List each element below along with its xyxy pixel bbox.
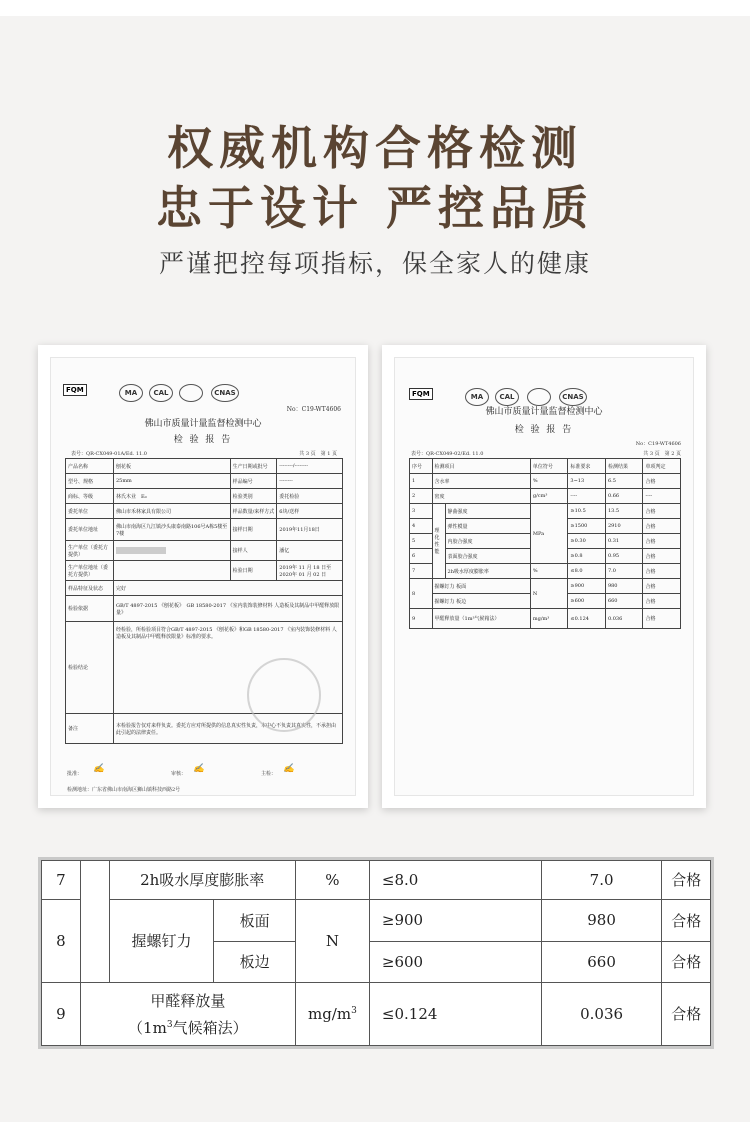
header-cell: 标准要求 — [568, 459, 606, 474]
cell: 5 — [410, 534, 433, 549]
cal-mark-icon: CAL — [495, 388, 519, 406]
cell: 弹性模量 — [445, 519, 530, 534]
cell: 13.5 — [605, 504, 643, 519]
signature-approve: ✍ — [93, 764, 105, 774]
cell: 2 — [410, 489, 433, 504]
subtitle: 严谨把控每项指标，保全家人的健康 — [158, 249, 591, 278]
cell: 2910 — [605, 519, 643, 534]
table-row — [66, 459, 343, 474]
cell: 佛山市南海区九江镇沙头康泰南路106号A栋5楼至7楼 — [113, 519, 230, 541]
cell: 25mm — [113, 474, 230, 489]
report-page-2[interactable] — [382, 345, 706, 808]
table-row — [410, 489, 681, 504]
verdict: 合格 — [662, 899, 711, 941]
cell: 潘亿 — [277, 541, 343, 561]
cell: 刨花板 — [113, 459, 230, 474]
table-row — [66, 474, 343, 489]
unit: N — [295, 899, 369, 982]
header-cell: 检测项目 — [432, 459, 530, 474]
table-row — [410, 564, 681, 579]
table-header-row — [410, 459, 681, 474]
cell: -------- — [277, 474, 343, 489]
cell: 样品编号 — [230, 474, 277, 489]
cell: 委托检验 — [277, 489, 343, 504]
cell: g/cm³ — [530, 489, 568, 504]
cell: 6.5 — [605, 474, 643, 489]
unit-text: mg/m — [307, 1004, 352, 1023]
header-cell: 序号 — [410, 459, 433, 474]
address: 检测地址：广东省佛山市南海区狮山镇科技西路2号 — [67, 787, 181, 793]
cell: 林氏木业 E₀ — [113, 489, 230, 504]
header-cell: 检测结果 — [605, 459, 643, 474]
cnas-mark-icon: CNAS — [559, 388, 587, 406]
signature-inspect: ✍ — [283, 764, 295, 774]
cell: 接样人 — [230, 541, 277, 561]
cell: 6 — [410, 549, 433, 564]
inspection-stamp — [247, 658, 321, 732]
sign-label-review: 审核： — [171, 771, 187, 777]
cell: ---- — [568, 489, 606, 504]
cell: 0.66 — [605, 489, 643, 504]
verdict: 合格 — [662, 861, 711, 900]
cell: ≥10.5 — [568, 504, 606, 519]
cell: 660 — [605, 594, 643, 609]
cell: ≤8.0 — [568, 564, 606, 579]
group-cell — [80, 861, 109, 983]
cell: ---- — [643, 489, 681, 504]
page-number: 共 3 页 第 2 页 — [643, 451, 681, 457]
cell: 980 — [605, 579, 643, 594]
table-row — [66, 561, 343, 581]
requirement: ≤0.124 — [369, 982, 541, 1045]
cell: 0.036 — [605, 609, 643, 629]
cell: GB/T 4897-2015 《刨花板》 GB 18580-2017 《室内装饰装修材料 人造板及其制品中甲醛释放限量》 — [113, 596, 342, 622]
cell: 型号、规格 — [66, 474, 114, 489]
requirement: ≥900 — [369, 899, 541, 941]
cell: 合格 — [643, 519, 681, 534]
requirement: ≥600 — [369, 941, 541, 982]
cell: 检验日期 — [230, 561, 277, 581]
verdict: 合格 — [662, 941, 711, 982]
cell: 生产单位地址（委托方提供） — [66, 561, 114, 581]
sign-label-inspect: 主检： — [261, 771, 277, 777]
table-row — [66, 581, 343, 596]
item-name: 2h吸水厚度膨胀率 — [109, 861, 295, 900]
result: 660 — [541, 941, 662, 982]
table-row — [410, 504, 681, 519]
cell: ≥0.30 — [568, 534, 606, 549]
row-no: 9 — [42, 982, 81, 1045]
verdict: 合格 — [662, 982, 711, 1045]
blur-mask — [116, 547, 166, 554]
cell: 1 — [410, 474, 433, 489]
table-row — [66, 541, 343, 561]
table-row — [66, 519, 343, 541]
cell: 合格 — [643, 609, 681, 629]
method-sup: 3 — [166, 1019, 173, 1030]
cell: 合格 — [643, 534, 681, 549]
org-name: 佛山市质量计量监督检测中心 — [485, 407, 603, 417]
blurred-cell — [113, 541, 230, 561]
requirement: ≤8.0 — [369, 861, 541, 900]
zoomed-result-table — [38, 857, 714, 1049]
cell: 合格 — [643, 549, 681, 564]
cell: 佛山市禾林家具有限公司 — [113, 504, 230, 519]
cell: 2019年 11 月 18 日至 2020年 01 月 02 日 — [277, 561, 343, 581]
cal-mark-icon: CAL — [149, 384, 173, 402]
cell: 接样日期 — [230, 519, 277, 541]
table-row — [66, 504, 343, 519]
result: 0.036 — [541, 982, 662, 1045]
cell: MPa — [530, 504, 568, 564]
cell: ≥600 — [568, 594, 606, 609]
table-row — [410, 609, 681, 629]
table-row — [42, 899, 711, 941]
cell: 合格 — [643, 579, 681, 594]
cell: 检验结论 — [66, 622, 114, 714]
cell: 委托单位 — [66, 504, 114, 519]
signature-review: ✍ — [193, 764, 205, 774]
cell: 本检验报告仅对来样负责。委托方应对所提供的信息真实性负责，本中心不负责其真实性，不承担由此引起的法律责任。 — [113, 714, 342, 744]
result: 980 — [541, 899, 662, 941]
row-no: 8 — [42, 899, 81, 982]
cell: ≥1500 — [568, 519, 606, 534]
header-cell: 单项判定 — [643, 459, 681, 474]
cell: ≤0.124 — [568, 609, 606, 629]
table-row — [66, 596, 343, 622]
form-number: 表号：QR-CX049-02/Ed. 11.0 — [411, 451, 484, 457]
item-title: 甲醛释放量 — [150, 991, 226, 1010]
form-number: 表号：QR-CX049-01A/Ed. 11.0 — [71, 451, 147, 457]
page-number: 共 3 页 第 1 页 — [299, 451, 337, 457]
cell: 含水率 — [432, 474, 530, 489]
group-cell: 理化性能 — [432, 504, 445, 579]
cell: 样品特征及状态 — [66, 581, 114, 596]
method-text: （1m — [128, 1018, 167, 1037]
org-name: 佛山市质量计量监督检测中心 — [144, 419, 262, 429]
cell: % — [530, 474, 568, 489]
cell: 2019年11月18日 — [277, 519, 343, 541]
cell: 0.31 — [605, 534, 643, 549]
cell: 9 — [410, 609, 433, 629]
item-name — [80, 982, 295, 1045]
report-result-table — [409, 458, 681, 629]
cell: 3~13 — [568, 474, 606, 489]
cell: mg/m³ — [530, 609, 568, 629]
cell: 合格 — [643, 474, 681, 489]
zoom-table — [41, 860, 711, 1046]
item-method — [85, 1017, 291, 1038]
cell: 完好 — [113, 581, 342, 596]
report-title: 检 验 报 告 — [173, 435, 233, 445]
unit-sup: 3 — [351, 1005, 357, 1016]
cell: 3 — [410, 504, 433, 519]
method-text: 气候箱法） — [172, 1018, 248, 1037]
sign-label-approve: 批准： — [67, 771, 83, 777]
cell: 8 — [410, 579, 433, 609]
cell: 合格 — [643, 564, 681, 579]
cell: 委托单位地址 — [66, 519, 114, 541]
top-strip — [0, 0, 750, 16]
cell: 密度 — [432, 489, 530, 504]
cell: --------/-------- — [277, 459, 343, 474]
cell: 生产单位（委托方提供） — [66, 541, 114, 561]
cell: 7 — [410, 564, 433, 579]
cell: 表面胶合强度 — [445, 549, 530, 564]
cell: 甲醛释放量（1m³气候箱法） — [432, 609, 530, 629]
report-title: 检 验 报 告 — [514, 425, 574, 435]
cell: % — [530, 564, 568, 579]
table-row — [410, 474, 681, 489]
cell: 检验类别 — [230, 489, 277, 504]
cell: ≥900 — [568, 579, 606, 594]
table-row — [42, 861, 711, 900]
table-row — [410, 579, 681, 594]
fqm-logo: FQM — [63, 384, 87, 396]
headline-line-1: 权威机构合格检测 — [167, 121, 583, 175]
cell: 静曲强度 — [445, 504, 530, 519]
headline-line-2: 忠于设计 严控品质 — [155, 181, 594, 235]
sub-item: 板边 — [214, 941, 295, 982]
fqm-logo: FQM — [409, 388, 433, 400]
item-name: 握螺钉力 — [109, 899, 214, 982]
cell: N — [530, 579, 568, 609]
cell: 7.0 — [605, 564, 643, 579]
ilac-mark-icon — [179, 384, 203, 402]
cell: 合格 — [643, 504, 681, 519]
ma-mark-icon: MA — [119, 384, 143, 402]
table-row — [42, 982, 711, 1045]
cell: 6块/送样 — [277, 504, 343, 519]
cell: 4 — [410, 519, 433, 534]
cell: 合格 — [643, 594, 681, 609]
cell: 商标、等级 — [66, 489, 114, 504]
result: 7.0 — [541, 861, 662, 900]
cell: ≥0.8 — [568, 549, 606, 564]
cell: 检验依据 — [66, 596, 114, 622]
ma-mark-icon: MA — [465, 388, 489, 406]
report-number: No：C19-WT4606 — [635, 441, 681, 447]
cell: 产品名称 — [66, 459, 114, 474]
row-no: 7 — [42, 861, 81, 900]
report-number: No：C19-WT4606 — [286, 406, 341, 413]
unit: % — [295, 861, 369, 900]
cell: 生产日期或批号 — [230, 459, 277, 474]
cell: 内胶合强度 — [445, 534, 530, 549]
cell — [113, 561, 230, 581]
table-row — [66, 489, 343, 504]
cell: 经检验，所检验项目符合GB/T 4897-2015 《刨花板》和GB 18580-2017 《室内装饰装修材料 人造板及其制品中甲醛释放限量》标准的要求。 — [113, 622, 342, 714]
cell: 0.95 — [605, 549, 643, 564]
report-paper — [50, 357, 356, 796]
cell: 握螺钉力 板面 — [432, 579, 530, 594]
report-page-1[interactable] — [38, 345, 368, 808]
report-paper — [394, 357, 694, 796]
header-cell: 单位符号 — [530, 459, 568, 474]
cell: 2h吸水厚度膨胀率 — [445, 564, 530, 579]
cell: 握螺钉力 板边 — [432, 594, 530, 609]
unit — [295, 982, 369, 1045]
cell: 样品数量/来样方式 — [230, 504, 277, 519]
sub-item: 板面 — [214, 899, 295, 941]
cnas-mark-icon: CNAS — [211, 384, 239, 402]
cell: 备注 — [66, 714, 114, 744]
